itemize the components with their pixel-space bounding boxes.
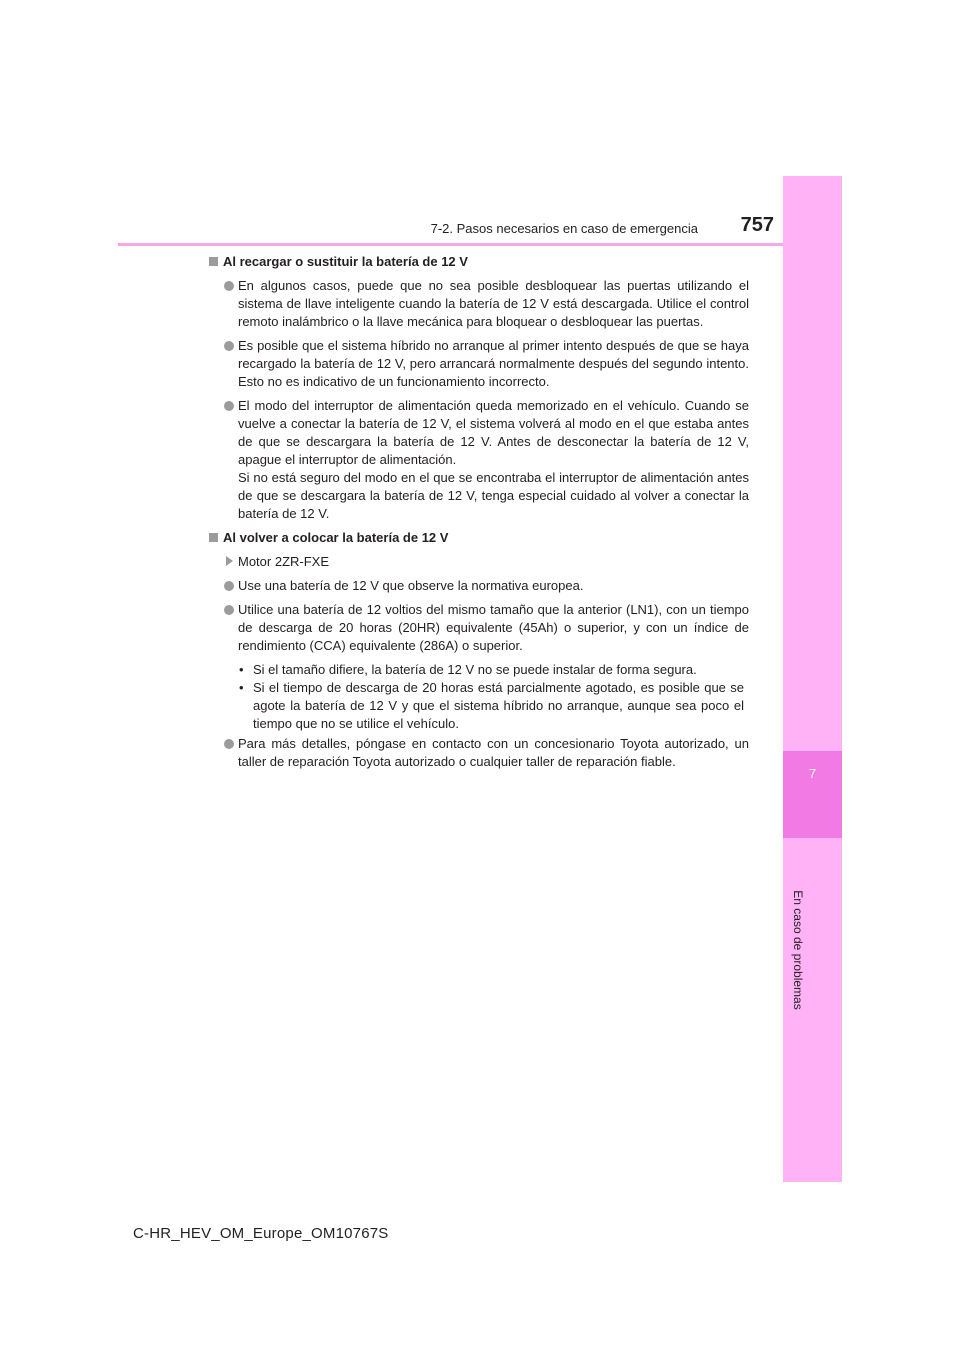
item-text: En algunos casos, puede que no sea posible desbloquear las puertas utilizando el sistema de llave inteligente cuando la batería de 12 V está descargada. Utilice el control remoto inalámbrico o la llave mecánica para bloquear o desbloquear las puertas. xyxy=(238,278,749,329)
circle-bullet-icon xyxy=(224,341,234,351)
square-bullet-icon xyxy=(209,257,218,266)
item-text: Use una batería de 12 V que observe la normativa europea. xyxy=(238,578,584,593)
sub-item-text: Si el tamaño difiere, la batería de 12 V no se puede instalar de forma segura. xyxy=(253,662,697,677)
list-item xyxy=(209,601,749,655)
circle-bullet-icon xyxy=(224,739,234,749)
page-number: 757 xyxy=(740,214,774,236)
list-item xyxy=(209,577,749,595)
item-text: Es posible que el sistema híbrido no arranque al primer intento después de que se haya recargado la batería de 12 V, pero arrancará normalmente después del segundo intento. Esto no es indicativo de un funcionamiento incorrecto. xyxy=(238,338,749,389)
circle-bullet-icon xyxy=(224,605,234,615)
list-item xyxy=(209,735,749,771)
engine-label-item xyxy=(209,553,749,571)
sub-list-item xyxy=(209,661,749,679)
section-title: 7-2. Pasos necesarios en caso de emergencia xyxy=(430,221,698,236)
circle-bullet-icon xyxy=(224,401,234,411)
item-text: El modo del interruptor de alimentación queda memorizado en el vehículo. Cuando se vuelve a conectar la batería de 12 V, el sistema volverá al modo en el que estaba antes de que se descargara la batería de 12 V. Antes de desconectar la batería de 12 V, apague el interruptor de alimentación. xyxy=(238,398,749,467)
circle-bullet-icon xyxy=(224,581,234,591)
sub-list-item xyxy=(209,679,749,733)
header-rule xyxy=(118,243,842,246)
page-content xyxy=(209,253,749,777)
chapter-side-tab xyxy=(783,176,842,1182)
arrow-right-icon xyxy=(226,556,233,566)
item-text-continued: Si no está seguro del modo en el que se encontraba el interruptor de alimentación antes de que se descargara la batería de 12 V, tenga especial cuidado al volver a conectar la batería de 12 V. xyxy=(238,470,749,521)
list-item xyxy=(209,397,749,523)
document-id: C-HR_HEV_OM_Europe_OM10767S xyxy=(133,1225,389,1242)
dot-bullet-icon: • xyxy=(239,680,244,695)
chapter-number: 7 xyxy=(808,766,817,781)
item-text: Utilice una batería de 12 voltios del mismo tamaño que la anterior (LN1), con un tiempo de descarga de 20 horas (20HR) equivalente (45Ah) o superior, y con un índice de rendimiento (CCA) equivalente (286A) o superior. xyxy=(238,602,749,653)
item-text: Para más detalles, póngase en contacto con un concesionario Toyota autorizado, un taller de reparación Toyota autorizado o cualquier taller de reparación fiable. xyxy=(238,736,749,769)
heading-text: Al recargar o sustituir la batería de 12 V xyxy=(223,254,468,269)
list-item xyxy=(209,337,749,391)
circle-bullet-icon xyxy=(224,281,234,291)
chapter-label: En caso de problemas xyxy=(791,890,805,1010)
chapter-number-box xyxy=(783,751,842,838)
section-heading xyxy=(209,253,749,271)
square-bullet-icon xyxy=(209,533,218,542)
heading-text: Al volver a colocar la batería de 12 V xyxy=(223,530,449,545)
dot-bullet-icon: • xyxy=(239,662,244,677)
sub-list xyxy=(209,661,749,733)
sub-item-text: Si el tiempo de descarga de 20 horas está parcialmente agotado, es posible que se agote la batería de 12 V y que el sistema híbrido no arranque, aunque sea poco el tiempo que no se utilice el vehículo. xyxy=(253,680,744,731)
list-item xyxy=(209,277,749,331)
section-heading xyxy=(209,529,749,547)
engine-label: Motor 2ZR-FXE xyxy=(238,554,330,569)
